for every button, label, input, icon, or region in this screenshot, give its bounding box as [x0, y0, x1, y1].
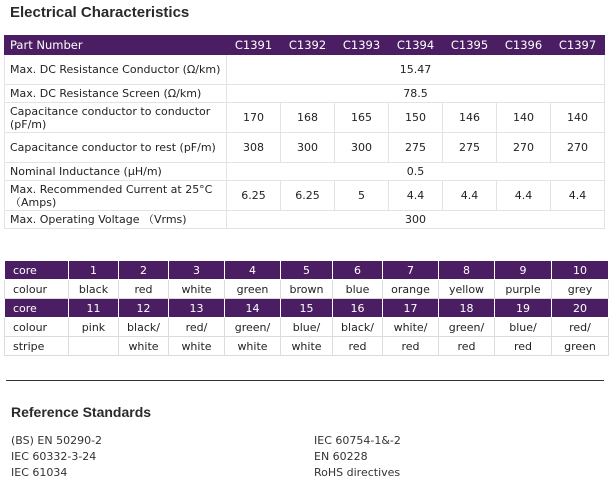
value-cell: 300: [281, 133, 335, 163]
table-header-row: [5, 36, 605, 55]
stripe-cell: [69, 337, 119, 356]
row-label: Capacitance conductor to conductor (pF/m): [5, 103, 227, 133]
colour-row: [5, 318, 609, 337]
row-label: Nominal Inductance (µH/m): [5, 163, 227, 181]
colour-cell: black/: [119, 318, 169, 337]
stripe-label: stripe: [5, 337, 69, 356]
colour-cell: red/: [169, 318, 225, 337]
value-cell: 275: [389, 133, 443, 163]
part-number-cell: C1395: [443, 36, 497, 55]
core-number: 18: [439, 299, 495, 318]
table-row: [5, 181, 605, 211]
stripe-cell: red: [495, 337, 552, 356]
colour-label: colour: [5, 318, 69, 337]
row-label: Capacitance conductor to rest (pF/m): [5, 133, 227, 163]
part-number-cell: C1391: [227, 36, 281, 55]
colour-cell: black: [69, 280, 119, 299]
electrical-characteristics-table: [4, 35, 605, 229]
core-number: 8: [439, 261, 495, 280]
core-number-row: [5, 299, 609, 318]
core-number-row: [5, 261, 609, 280]
colour-cell: pink: [69, 318, 119, 337]
colour-cell: blue/: [281, 318, 333, 337]
merged-value: 78.5: [227, 85, 605, 103]
part-number-cell: C1392: [281, 36, 335, 55]
stripe-cell: white: [225, 337, 281, 356]
table-row: [5, 211, 605, 229]
value-cell: 300: [335, 133, 389, 163]
colour-cell: grey: [552, 280, 609, 299]
row-label: Max. Operating Voltage （Vrms): [5, 211, 227, 229]
core-number: 12: [119, 299, 169, 318]
merged-value: 0.5: [227, 163, 605, 181]
reference-standards-title: Reference Standards: [11, 404, 152, 420]
standards-list-left: [11, 433, 102, 481]
part-number-header: Part Number: [5, 36, 227, 55]
core-number: 9: [495, 261, 552, 280]
core-number: 7: [383, 261, 439, 280]
standards-list-right: [314, 433, 401, 481]
core-number: 15: [281, 299, 333, 318]
value-cell: 4.4: [497, 181, 551, 211]
core-colour-table: [4, 260, 609, 356]
core-number: 20: [552, 299, 609, 318]
row-label: Max. Recommended Current at 25°C（Amps): [5, 181, 227, 211]
value-cell: 170: [227, 103, 281, 133]
core-number: 4: [225, 261, 281, 280]
merged-value: 15.47: [227, 55, 605, 85]
stripe-cell: white: [119, 337, 169, 356]
part-number-cell: C1393: [335, 36, 389, 55]
part-number-cell: C1394: [389, 36, 443, 55]
core-number: 17: [383, 299, 439, 318]
colour-cell: brown: [281, 280, 333, 299]
electrical-characteristics-title: Electrical Characteristics: [10, 4, 190, 21]
core-label: core: [5, 299, 69, 318]
standard-item: IEC 60332-3-24: [11, 450, 97, 463]
stripe-cell: red: [383, 337, 439, 356]
core-number: 6: [333, 261, 383, 280]
core-number: 3: [169, 261, 225, 280]
colour-cell: green: [225, 280, 281, 299]
merged-value: 300: [227, 211, 605, 229]
colour-cell: white/: [383, 318, 439, 337]
colour-cell: white: [169, 280, 225, 299]
colour-cell: purple: [495, 280, 552, 299]
standard-item: IEC 60754-1&-2: [314, 434, 401, 447]
value-cell: 5: [335, 181, 389, 211]
standard-item: EN 60228: [314, 450, 368, 463]
value-cell: 150: [389, 103, 443, 133]
stripe-cell: white: [169, 337, 225, 356]
standard-item: IEC 61034: [11, 466, 68, 479]
stripe-row: [5, 337, 609, 356]
value-cell: 4.4: [443, 181, 497, 211]
colour-cell: black/: [333, 318, 383, 337]
table-row: [5, 55, 605, 85]
value-cell: 168: [281, 103, 335, 133]
value-cell: 140: [497, 103, 551, 133]
value-cell: 6.25: [227, 181, 281, 211]
colour-cell: green/: [439, 318, 495, 337]
stripe-cell: green: [552, 337, 609, 356]
colour-cell: red/: [552, 318, 609, 337]
colour-cell: red: [119, 280, 169, 299]
core-number: 19: [495, 299, 552, 318]
core-number: 5: [281, 261, 333, 280]
core-number: 13: [169, 299, 225, 318]
value-cell: 270: [497, 133, 551, 163]
value-cell: 140: [551, 103, 605, 133]
value-cell: 165: [335, 103, 389, 133]
part-number-cell: C1396: [497, 36, 551, 55]
core-number: 1: [69, 261, 119, 280]
stripe-cell: red: [439, 337, 495, 356]
section-divider: [6, 380, 604, 381]
core-number: 2: [119, 261, 169, 280]
value-cell: 270: [551, 133, 605, 163]
table-row: [5, 85, 605, 103]
table-row: [5, 133, 605, 163]
part-number-cell: C1397: [551, 36, 605, 55]
core-number: 11: [69, 299, 119, 318]
stripe-cell: white: [281, 337, 333, 356]
core-label: core: [5, 261, 69, 280]
colour-row: [5, 280, 609, 299]
core-number: 14: [225, 299, 281, 318]
value-cell: 4.4: [389, 181, 443, 211]
value-cell: 146: [443, 103, 497, 133]
colour-cell: orange: [383, 280, 439, 299]
value-cell: 4.4: [551, 181, 605, 211]
standard-item: (BS) EN 50290-2: [11, 434, 103, 447]
row-label: Max. DC Resistance Conductor (Ω/km): [5, 55, 227, 85]
core-number: 10: [552, 261, 609, 280]
colour-cell: yellow: [439, 280, 495, 299]
value-cell: 275: [443, 133, 497, 163]
table-row: [5, 103, 605, 133]
value-cell: 308: [227, 133, 281, 163]
value-cell: 6.25: [281, 181, 335, 211]
colour-cell: blue/: [495, 318, 552, 337]
core-number: 16: [333, 299, 383, 318]
colour-cell: green/: [225, 318, 281, 337]
colour-label: colour: [5, 280, 69, 299]
row-label: Max. DC Resistance Screen (Ω/km): [5, 85, 227, 103]
table-row: [5, 163, 605, 181]
standard-item: RoHS directives: [314, 466, 401, 479]
stripe-cell: red: [333, 337, 383, 356]
colour-cell: blue: [333, 280, 383, 299]
